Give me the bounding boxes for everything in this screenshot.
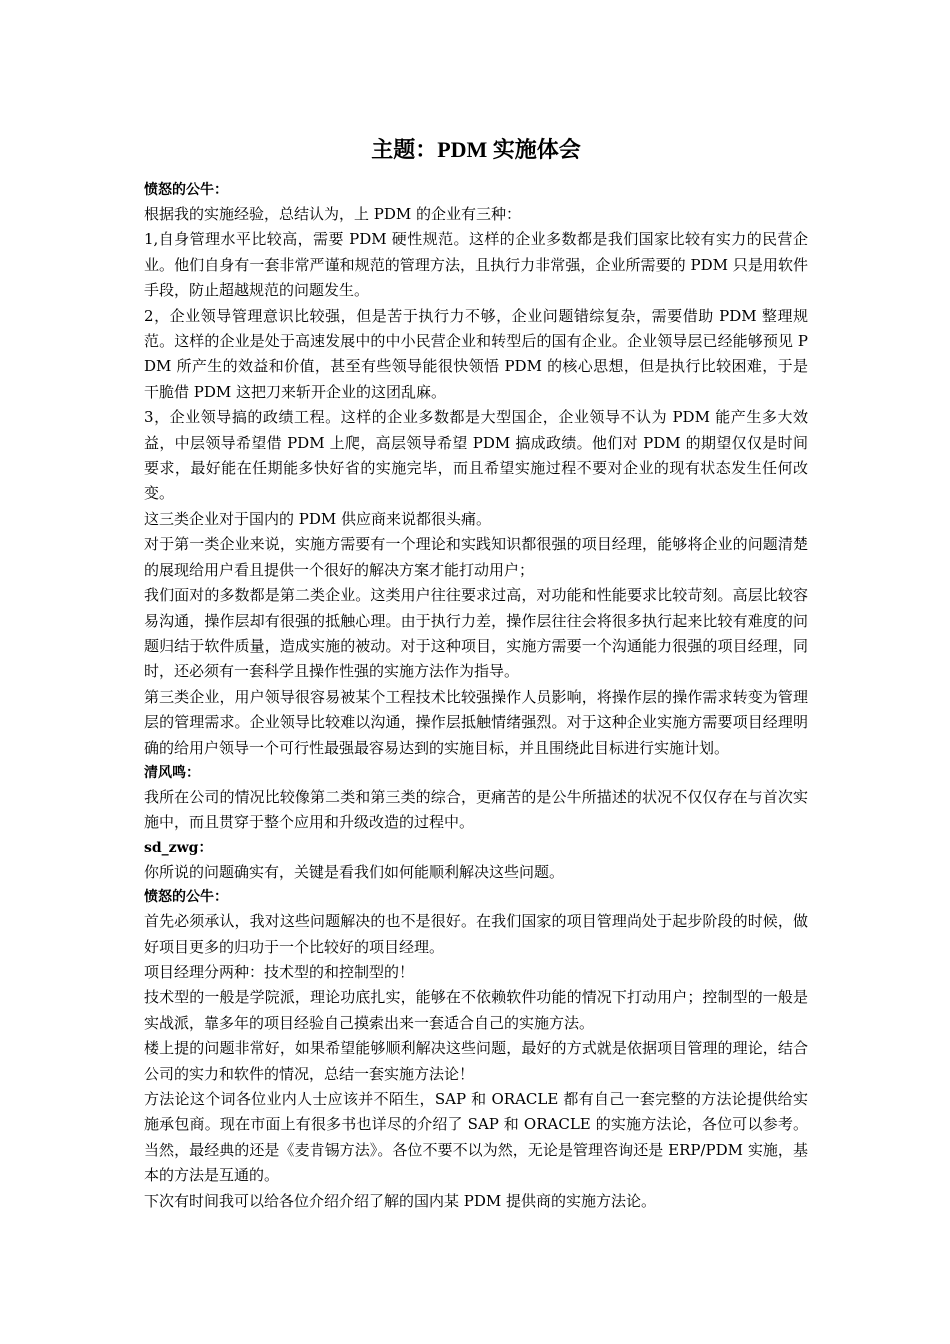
paragraph: 项目经理分两种：技术型的和控制型的！ bbox=[144, 962, 415, 981]
paragraph: 我们面对的多数都是第二类企业。这类用户往往要求过高，对功能和性能要求比较苛刻。高层比较容易沟通，操作层却有很强的抵触心理。由于执行力差，操作层往往会将很多执行起来比较有难度的问题归结于软件质量，造成实施的被动。对于这种项目，实施方需要一个沟通能力很强的项目经理，同时，还必须有一套科学且操作性强的实施方法作为指导。 bbox=[144, 586, 808, 681]
paragraph: 3，企业领导搞的政绩工程。这样的企业多数都是大型国企，企业领导不认为 PDM 能产生多大效益，中层领导希望借 PDM 上爬，高层领导希望 PDM 搞成政绩。他们对 PDM 的期望仅仅是时间要求，最好能在任期能多快好省的实施完毕，而且希望实施过程不要对企业的现有状态发生任何改变。 bbox=[144, 408, 808, 503]
paragraph: 方法论这个词各位业内人士应该并不陌生，SAP 和 ORACLE 都有自己一套完整的方法论提供给实施承包商。现在市面上有很多书也详尽的介绍了 SAP 和 ORACLE 的实施方法论，各位可以参考。当然，最经典的还是《麦肯锡方法》。各位不要不以为然，无论是管理咨询还是 ERP/PDM 实施，基本的方法是互通的。 bbox=[144, 1090, 808, 1185]
paragraph: 对于第一类企业来说，实施方需要有一个理论和实践知识都很强的项目经理，能够将企业的问题清楚的展现给用户看且提供一个很好的解决方案才能打动用户； bbox=[144, 535, 808, 579]
paragraph: 首先必须承认，我对这些问题解决的也不是很好。在我们国家的项目管理尚处于起步阶段的时候，做好项目更多的归功于一个比较好的项目经理。 bbox=[144, 912, 808, 956]
paragraph: 我所在公司的情况比较像第二类和第三类的综合，更痛苦的是公牛所描述的状况不仅仅存在与首次实施中，而且贯穿于整个应用和升级改造的过程中。 bbox=[144, 787, 808, 832]
paragraph: 下次有时间我可以给各位介绍介绍了解的国内某 PDM 提供商的实施方法论。 bbox=[144, 1191, 657, 1210]
speaker-name: 愤怒的公牛： bbox=[144, 889, 228, 906]
article-body bbox=[144, 178, 808, 1214]
paragraph: 技术型的一般是学院派，理论功底扎实，能够在不依赖软件功能的情况下打动用户；控制型的一般是实战派，靠多年的项目经验自己摸索出来一套适合自己的实施方法。 bbox=[144, 988, 808, 1032]
paragraph: 这三类企业对于国内的 PDM 供应商来说都很头痛。 bbox=[144, 509, 492, 528]
paragraph: 根据我的实施经验，总结认为，上 PDM 的企业有三种： bbox=[144, 205, 522, 223]
speaker-name: 愤怒的公牛： bbox=[144, 182, 228, 198]
speaker-name: sd_zwg： bbox=[144, 839, 213, 856]
paragraph: 楼上提的问题非常好，如果希望能够顺利解决这些问题，最好的方式就是依据项目管理的理论，结合公司的实力和软件的情况，总结一套实施方法论！ bbox=[144, 1039, 808, 1083]
paragraph: 1,自身管理水平比较高，需要 PDM 硬性规范。这样的企业多数都是我们国家比较有实力的民营企业。他们自身有一套非常严谨和规范的管理方法，且执行力非常强，企业所需要的 PDM 只是用软件手段，防止超越规范的问题发生。 bbox=[144, 230, 808, 300]
paragraph: 你所说的问题确实有，关键是看我们如何能顺利解决这些问题。 bbox=[144, 862, 565, 881]
paragraph: 2，企业领导管理意识比较强，但是苦于执行力不够，企业问题错综复杂，需要借助 PDM 整理规范。这样的企业是处于高速发展中的中小民营企业和转型后的国有企业。企业领导层已经能够预见 PDM 所产生的效益和价值，甚至有些领导能很快领悟 PDM 的核心思想，但是执行比较困难，于是干脆借 PDM 这把刀来斩开企业的这团乱麻。 bbox=[144, 306, 808, 401]
paragraph: 第三类企业，用户领导很容易被某个工程技术比较强操作人员影响，将操作层的操作需求转变为管理层的管理需求。企业领导比较难以沟通，操作层抵触情绪强烈。对于这种企业实施方需要项目经理明确的给用户领导一个可行性最强最容易达到的实施目标，并且围绕此目标进行实施计划。 bbox=[144, 687, 808, 757]
speaker-name: 清风鸣： bbox=[144, 764, 200, 781]
page-title: 主题：PDM 实施体会 bbox=[371, 137, 581, 162]
document-content bbox=[144, 136, 808, 1214]
